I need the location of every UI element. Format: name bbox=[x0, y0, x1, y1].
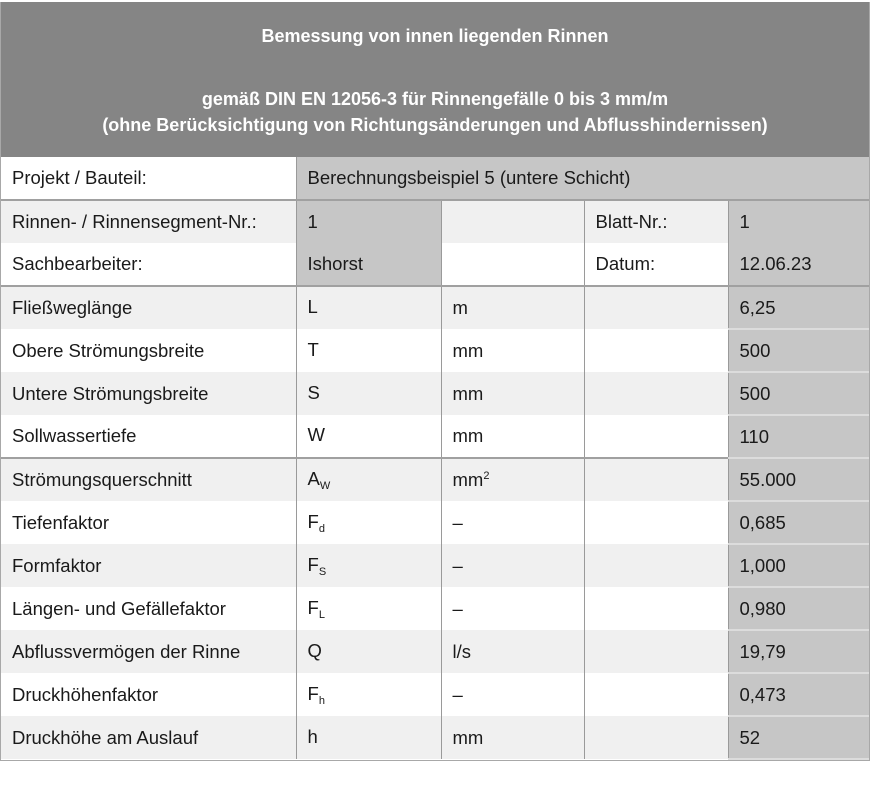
param-symbol: h bbox=[296, 716, 441, 759]
param-empty bbox=[584, 630, 728, 673]
segment-label: Rinnen- / Rinnensegment-Nr.: bbox=[1, 200, 296, 243]
param-unit: mm bbox=[441, 372, 584, 415]
input-row bbox=[1, 329, 869, 372]
param-empty bbox=[584, 673, 728, 716]
result-row bbox=[1, 544, 869, 587]
inputs-section bbox=[1, 286, 869, 458]
calculation-sheet bbox=[0, 2, 870, 761]
param-value[interactable]: 6,25 bbox=[728, 286, 869, 329]
sheet-value[interactable]: 1 bbox=[728, 200, 869, 243]
param-value[interactable]: 52 bbox=[728, 716, 869, 759]
row-clerk bbox=[1, 243, 869, 286]
results-section bbox=[1, 458, 869, 759]
param-empty bbox=[584, 329, 728, 372]
result-row bbox=[1, 458, 869, 501]
param-empty bbox=[584, 458, 728, 501]
param-unit: mm bbox=[441, 415, 584, 458]
result-row bbox=[1, 716, 869, 759]
param-unit: mm bbox=[441, 716, 584, 759]
param-value[interactable]: 0,473 bbox=[728, 673, 869, 716]
param-value[interactable]: 500 bbox=[728, 329, 869, 372]
param-value[interactable]: 500 bbox=[728, 372, 869, 415]
date-value[interactable]: 12.06.23 bbox=[728, 243, 869, 286]
param-empty bbox=[584, 372, 728, 415]
title-standard: gemäß DIN EN 12056-3 für Rinnengefälle 0 bis 3 mm/m bbox=[201, 89, 669, 109]
param-symbol: L bbox=[296, 286, 441, 329]
param-symbol: W bbox=[296, 415, 441, 458]
input-row bbox=[1, 415, 869, 458]
project-label: Projekt / Bauteil: bbox=[1, 157, 296, 200]
param-symbol: S bbox=[296, 372, 441, 415]
title-main: Bemessung von innen liegenden Rinnen bbox=[261, 26, 609, 46]
calculation-table bbox=[1, 157, 869, 760]
title-block bbox=[1, 2, 869, 157]
row-project bbox=[1, 157, 869, 200]
date-label: Datum: bbox=[584, 243, 728, 286]
param-value[interactable]: 0,980 bbox=[728, 587, 869, 630]
param-unit: m bbox=[441, 286, 584, 329]
sheet-label: Blatt-Nr.: bbox=[584, 200, 728, 243]
project-value[interactable]: Berechnungsbeispiel 5 (untere Schicht) bbox=[296, 157, 869, 200]
input-row bbox=[1, 286, 869, 329]
param-unit: – bbox=[441, 673, 584, 716]
param-symbol: T bbox=[296, 329, 441, 372]
param-empty bbox=[584, 286, 728, 329]
param-unit: – bbox=[441, 544, 584, 587]
param-label: Druckhöhe am Auslauf bbox=[1, 716, 296, 759]
param-symbol: Q bbox=[296, 630, 441, 673]
result-row bbox=[1, 673, 869, 716]
param-empty bbox=[584, 544, 728, 587]
param-empty bbox=[584, 501, 728, 544]
row-segment bbox=[1, 200, 869, 243]
clerk-empty bbox=[441, 243, 584, 286]
param-symbol: $F_S$ bbox=[296, 544, 441, 587]
result-row bbox=[1, 587, 869, 630]
param-symbol: $F_d$ bbox=[296, 501, 441, 544]
param-label: Untere Strömungsbreite bbox=[1, 372, 296, 415]
param-value[interactable]: 1,000 bbox=[728, 544, 869, 587]
param-unit: mm bbox=[441, 329, 584, 372]
param-label: Obere Strömungsbreite bbox=[1, 329, 296, 372]
segment-value[interactable]: 1 bbox=[296, 200, 441, 243]
param-label: Sollwassertiefe bbox=[1, 415, 296, 458]
param-unit: – bbox=[441, 587, 584, 630]
param-label: Tiefenfaktor bbox=[1, 501, 296, 544]
param-symbol: $F_h$ bbox=[296, 673, 441, 716]
result-row bbox=[1, 501, 869, 544]
param-symbol: $F_L$ bbox=[296, 587, 441, 630]
param-label: Längen- und Gefällefaktor bbox=[1, 587, 296, 630]
title-note: (ohne Berücksichtigung von Richtungsänderungen und Abflusshindernissen) bbox=[102, 115, 768, 135]
segment-empty bbox=[441, 200, 584, 243]
param-label: Fließweglänge bbox=[1, 286, 296, 329]
param-value[interactable]: 0,685 bbox=[728, 501, 869, 544]
param-label: Druckhöhenfaktor bbox=[1, 673, 296, 716]
param-symbol: $A_W$ bbox=[296, 458, 441, 501]
clerk-value[interactable]: Ishorst bbox=[296, 243, 441, 286]
param-label: Strömungsquerschnitt bbox=[1, 458, 296, 501]
param-empty bbox=[584, 415, 728, 458]
param-value[interactable]: 55.000 bbox=[728, 458, 869, 501]
param-empty bbox=[584, 587, 728, 630]
input-row bbox=[1, 372, 869, 415]
param-label: Formfaktor bbox=[1, 544, 296, 587]
param-value[interactable]: 110 bbox=[728, 415, 869, 458]
param-unit: $mm^2$ bbox=[441, 458, 584, 501]
param-label: Abflussvermögen der Rinne bbox=[1, 630, 296, 673]
result-row bbox=[1, 630, 869, 673]
param-empty bbox=[584, 716, 728, 759]
clerk-label: Sachbearbeiter: bbox=[1, 243, 296, 286]
param-unit: l/s bbox=[441, 630, 584, 673]
param-unit: – bbox=[441, 501, 584, 544]
param-value[interactable]: 19,79 bbox=[728, 630, 869, 673]
